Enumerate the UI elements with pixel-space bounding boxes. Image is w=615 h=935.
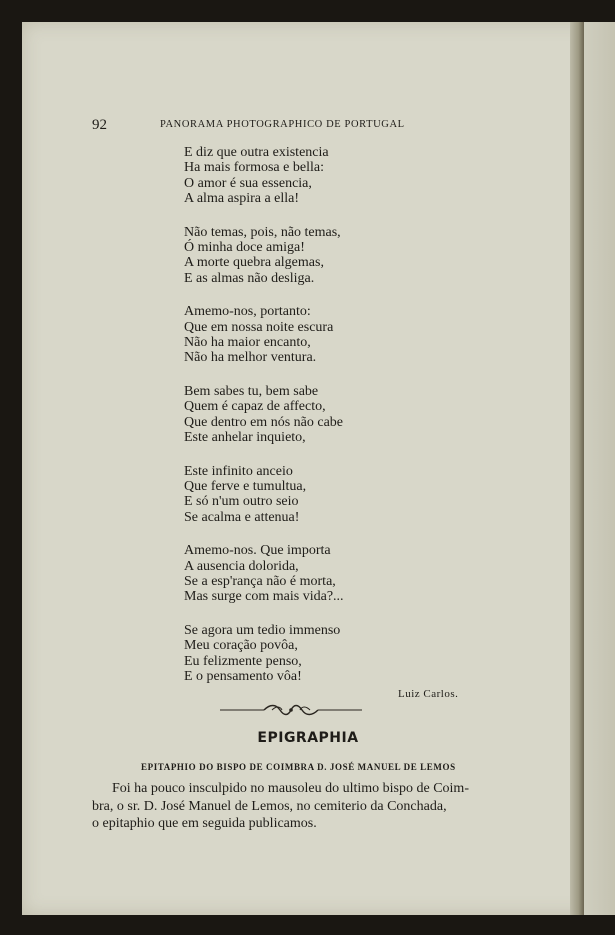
- poem-line: Quem é capaz de affecto,: [184, 399, 326, 415]
- running-title: PANORAMA PHOTOGRAPHICO DE PORTUGAL: [160, 119, 405, 130]
- poem-line: Meu coração povôa,: [184, 638, 298, 654]
- poem-line: Que ferve e tumultua,: [184, 478, 307, 494]
- poem-line: A ausencia dolorida,: [184, 558, 299, 574]
- paragraph-line: bra, o sr. D. José Manuel de Lemos, no cemiterio da Conchada,: [92, 798, 447, 814]
- poem-line: O amor é sua essencia,: [184, 175, 312, 191]
- poem-line: E diz que outra existencia: [184, 145, 329, 160]
- poem-line: Este anhelar inquieto,: [184, 430, 306, 446]
- poem-line: E as almas não desliga.: [184, 270, 315, 286]
- poem-line: Eu felizmente penso,: [184, 653, 302, 669]
- poem-line: Bem sabes tu, bem sabe: [184, 383, 319, 399]
- poem-line: A alma aspira a ella!: [184, 191, 300, 207]
- section-subtitle: EPITAPHIO DO BISPO DE COIMBRA D. JOSÉ MANUEL DE LEMOS: [141, 762, 456, 772]
- poem-line: E só n'um outro seio: [184, 494, 299, 510]
- poem-line: Ó minha doce amiga!: [184, 240, 305, 256]
- poem-line: E o pensamento vôa!: [184, 668, 302, 684]
- paragraph-line: Foi ha pouco insculpido no mausoleu do ultimo bispo de Coim-: [112, 781, 469, 796]
- poem-line: Amemo-nos, portanto:: [184, 304, 311, 320]
- page-number: 92: [92, 117, 107, 133]
- poem-signature: Luiz Carlos.: [398, 688, 459, 700]
- poem-line: Amemo-nos. Que importa: [184, 543, 331, 559]
- poem-line: Este infinito anceio: [184, 463, 293, 479]
- poem-line: Não ha melhor ventura.: [184, 350, 317, 366]
- poem-line: Ha mais formosa e bella:: [184, 160, 324, 176]
- poem-line: Que em nossa noite escura: [184, 319, 334, 335]
- poem-line: Se agora um tedio immenso: [184, 622, 341, 638]
- poem-line: Não temas, pois, não temas,: [184, 224, 341, 240]
- poem-line: Mas surge com mais vida?...: [184, 589, 344, 605]
- poem-line: Se a esp'rança não é morta,: [184, 573, 336, 589]
- section-title: EPIGRAPHIA: [257, 730, 359, 746]
- poem-line: Se acalma e attenua!: [184, 509, 300, 525]
- section-paragraph: [92, 780, 494, 833]
- poem-line: A morte quebra algemas,: [184, 255, 324, 271]
- paragraph-line: o epitaphio que em seguida publicamos.: [92, 816, 317, 831]
- poem-line: Que dentro em nós não cabe: [184, 414, 343, 430]
- poem-line: Não ha maior encanto,: [184, 335, 311, 351]
